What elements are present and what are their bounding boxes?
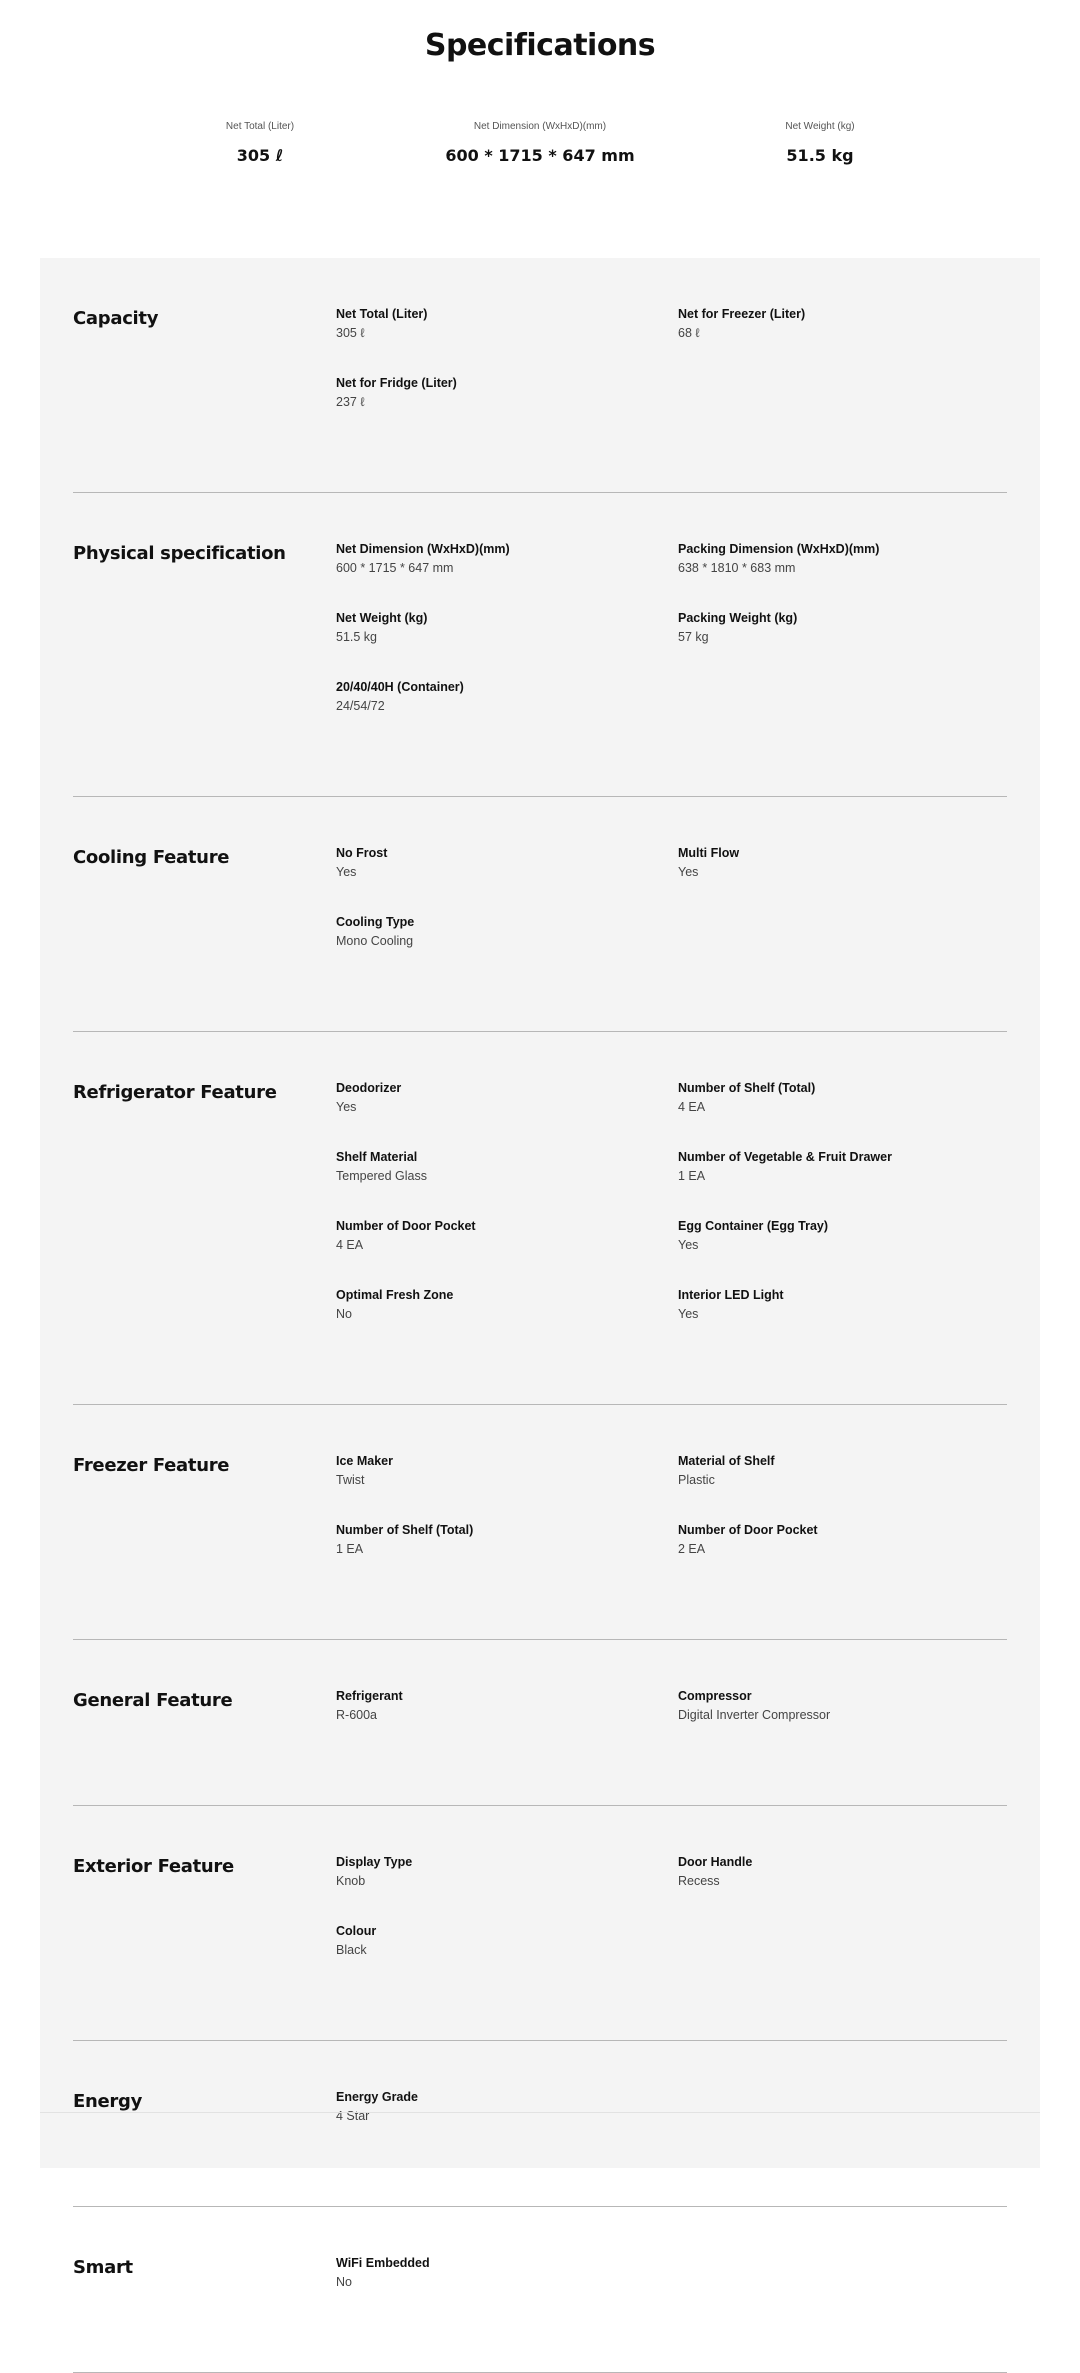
spec-item xyxy=(678,610,1020,679)
spec-section xyxy=(73,2207,1007,2373)
spec-label: Interior LED Light xyxy=(678,1288,784,1302)
spec-item xyxy=(336,1688,678,1757)
summary-label: Net Weight (kg) xyxy=(785,121,855,132)
spec-item xyxy=(336,1453,678,1522)
spec-label: Ice Maker xyxy=(336,1454,393,1468)
spec-sections xyxy=(73,258,1007,2373)
spec-grid xyxy=(336,1080,1007,1356)
section-title: Refrigerator Feature xyxy=(73,1082,277,1103)
spec-value: 68 ℓ xyxy=(678,326,700,340)
section-title: Smart xyxy=(73,2257,133,2278)
spec-label: Colour xyxy=(336,1924,377,1938)
spec-item xyxy=(336,1287,678,1356)
spec-item xyxy=(678,1080,1020,1149)
spec-item xyxy=(336,1149,678,1218)
spec-value: Plastic xyxy=(678,1473,715,1487)
spec-value: Yes xyxy=(336,865,357,879)
spec-value: Digital Inverter Compressor xyxy=(678,1708,831,1722)
spec-label: Packing Weight (kg) xyxy=(678,611,798,625)
spec-item xyxy=(336,610,678,679)
spec-item xyxy=(336,914,678,983)
spec-value: Black xyxy=(336,1943,367,1957)
spec-item xyxy=(678,1287,1020,1356)
spec-label: 20/40/40H (Container) xyxy=(336,680,464,694)
spec-label: Net for Fridge (Liter) xyxy=(336,376,457,390)
spec-section xyxy=(73,797,1007,1032)
spec-grid xyxy=(336,541,1007,748)
spec-item xyxy=(336,1522,678,1591)
spec-value: Yes xyxy=(336,1100,357,1114)
section-title: Capacity xyxy=(73,308,159,329)
spec-section xyxy=(73,1640,1007,1806)
spec-label: Egg Container (Egg Tray) xyxy=(678,1219,829,1233)
spec-value: No xyxy=(336,1307,352,1321)
spec-value: Knob xyxy=(336,1874,366,1888)
spec-grid xyxy=(336,1453,1007,1591)
spec-item xyxy=(336,679,678,748)
spec-label: No Frost xyxy=(336,846,388,860)
spec-label: Cooling Type xyxy=(336,915,415,929)
spec-section xyxy=(73,493,1007,797)
spec-value: R-600a xyxy=(336,1708,377,1722)
spec-value: Yes xyxy=(678,1238,699,1252)
spec-section xyxy=(73,1405,1007,1640)
summary-label: Net Total (Liter) xyxy=(225,121,295,132)
spec-item xyxy=(678,1688,1020,1757)
spec-value: 4 Star xyxy=(336,2109,370,2123)
spec-value: Twist xyxy=(336,1473,365,1487)
spec-label: Number of Door Pocket xyxy=(678,1523,818,1537)
spec-value: 51.5 kg xyxy=(336,630,378,644)
spec-value: No xyxy=(336,2275,352,2289)
spec-value: 1 EA xyxy=(678,1169,706,1183)
spec-grid xyxy=(336,1688,1007,1757)
spec-value: 305 ℓ xyxy=(336,326,365,340)
spec-item xyxy=(678,1522,1020,1591)
spec-value: 57 kg xyxy=(678,630,709,644)
spec-value: 638 * 1810 * 683 mm xyxy=(678,561,796,575)
spec-label: Net Weight (kg) xyxy=(336,611,428,625)
page-title: Specifications xyxy=(424,28,656,63)
spec-label: Material of Shelf xyxy=(678,1454,775,1468)
spec-section xyxy=(73,1032,1007,1405)
summary-label: Net Dimension (WxHxD)(mm) xyxy=(473,121,607,132)
spec-item xyxy=(336,1854,678,1923)
spec-grid xyxy=(336,845,1007,983)
summary-item-net-dimension xyxy=(390,120,690,165)
spec-label: Number of Shelf (Total) xyxy=(336,1523,474,1537)
key-spec-summary xyxy=(0,120,1080,180)
spec-label: Net Dimension (WxHxD)(mm) xyxy=(336,542,510,556)
spec-label: Number of Shelf (Total) xyxy=(678,1081,816,1095)
spec-label: Net for Freezer (Liter) xyxy=(678,307,806,321)
spec-item xyxy=(336,306,678,375)
spec-value: 1 EA xyxy=(336,1542,364,1556)
spec-item xyxy=(678,1218,1020,1287)
spec-label: Energy Grade xyxy=(336,2090,418,2104)
spec-item xyxy=(336,541,678,610)
spec-item xyxy=(678,1453,1020,1522)
section-title: Cooling Feature xyxy=(73,847,230,868)
summary-item-net-total xyxy=(110,120,410,165)
spec-item xyxy=(678,845,1020,914)
spec-section xyxy=(73,1806,1007,2041)
spec-value: 24/54/72 xyxy=(336,699,385,713)
spec-label: Number of Door Pocket xyxy=(336,1219,476,1233)
spec-grid xyxy=(336,2255,1007,2324)
spec-label: Shelf Material xyxy=(336,1150,418,1164)
spec-value: Yes xyxy=(678,865,699,879)
spec-value: 237 ℓ xyxy=(336,395,365,409)
spec-value: Tempered Glass xyxy=(336,1169,428,1183)
spec-value: 2 EA xyxy=(678,1542,706,1556)
spec-item xyxy=(336,2255,678,2324)
spec-label: Deodorizer xyxy=(336,1081,402,1095)
section-title: Exterior Feature xyxy=(73,1856,234,1877)
summary-item-net-weight xyxy=(670,120,970,165)
section-title: Energy xyxy=(73,2091,143,2112)
summary-value: 600 * 1715 * 647 mm xyxy=(445,146,635,165)
spec-value: 4 EA xyxy=(678,1100,706,1114)
spec-item xyxy=(336,375,678,444)
spec-item xyxy=(336,1218,678,1287)
spec-section xyxy=(73,258,1007,493)
summary-value: 51.5 kg xyxy=(786,146,854,165)
spec-item xyxy=(336,845,678,914)
spec-item xyxy=(678,1149,1020,1218)
spec-value: Yes xyxy=(678,1307,699,1321)
section-title: Physical specification xyxy=(73,543,286,564)
spec-label: Number of Vegetable & Fruit Drawer xyxy=(678,1150,892,1164)
spec-label: Compressor xyxy=(678,1689,752,1703)
spec-value: 4 EA xyxy=(336,1238,364,1252)
spec-label: Packing Dimension (WxHxD)(mm) xyxy=(678,542,880,556)
section-title: Freezer Feature xyxy=(73,1455,230,1476)
spec-label: WiFi Embedded xyxy=(336,2256,430,2270)
spec-details-panel xyxy=(40,258,1040,2289)
spec-value: Mono Cooling xyxy=(336,934,414,948)
spec-item xyxy=(678,306,1020,375)
spec-value: Recess xyxy=(678,1874,720,1888)
spec-item xyxy=(678,541,1020,610)
spec-label: Net Total (Liter) xyxy=(336,307,428,321)
section-title: General Feature xyxy=(73,1690,233,1711)
summary-value: 305 ℓ xyxy=(236,146,284,165)
spec-grid xyxy=(336,1854,1007,1992)
spec-label: Door Handle xyxy=(678,1855,753,1869)
spec-grid xyxy=(336,306,1007,444)
spec-label: Display Type xyxy=(336,1855,413,1869)
spec-item xyxy=(336,1080,678,1149)
spec-value: 600 * 1715 * 647 mm xyxy=(336,561,454,575)
panel-footer xyxy=(40,2112,1040,2168)
spec-label: Multi Flow xyxy=(678,846,740,860)
spec-label: Refrigerant xyxy=(336,1689,403,1703)
spec-label: Optimal Fresh Zone xyxy=(336,1288,454,1302)
spec-item xyxy=(678,1854,1020,1923)
spec-item xyxy=(336,1923,678,1992)
